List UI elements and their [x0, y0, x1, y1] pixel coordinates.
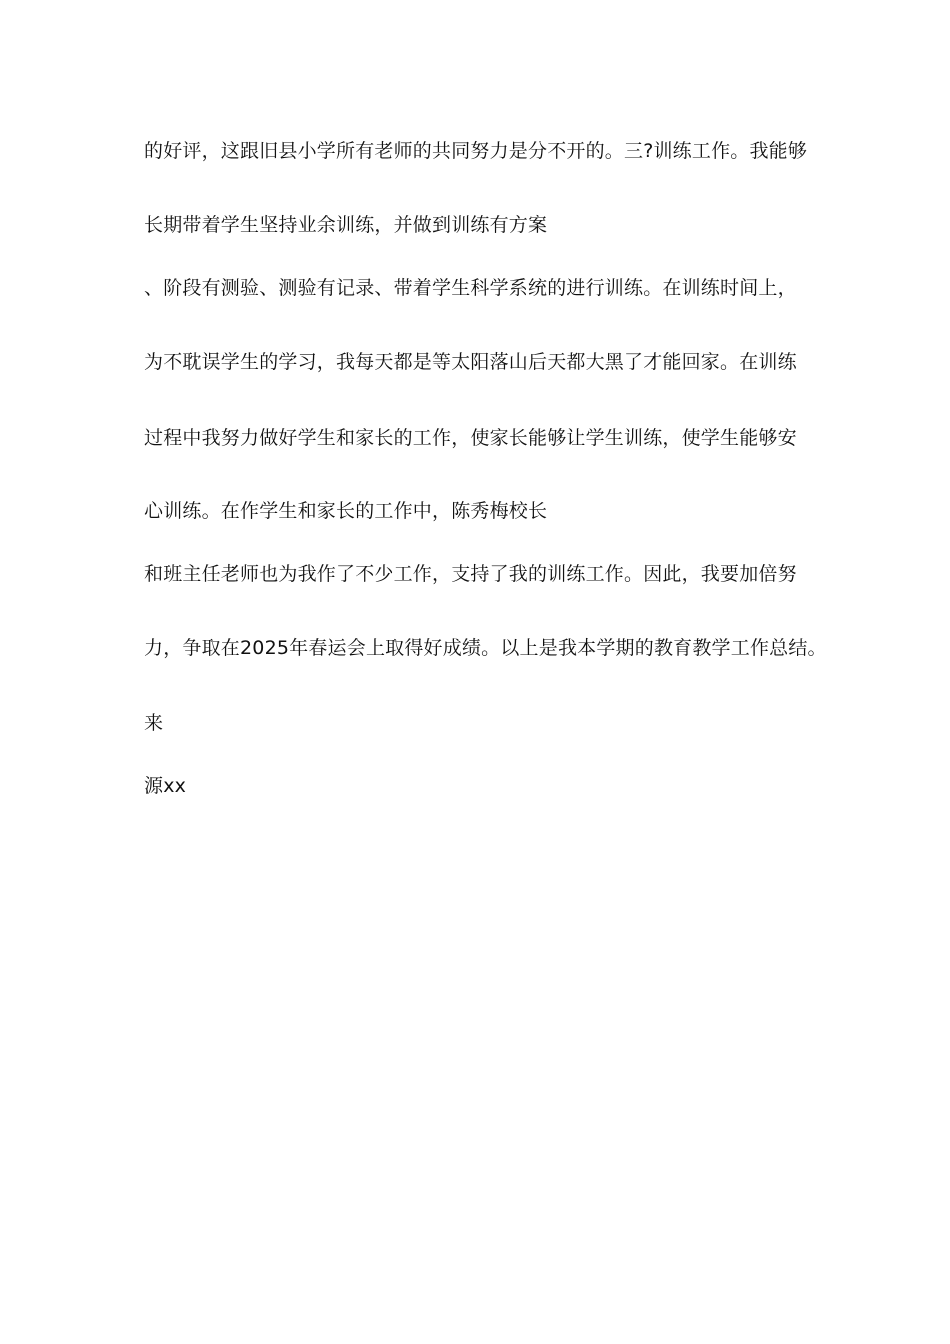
paragraph-line: 长期带着学生坚持业余训练，并做到训练有方案 [144, 214, 548, 236]
source-label-line: 来 [144, 712, 164, 734]
paragraph-line: 为不耽误学生的学习，我每天都是等太阳落山后天都大黑了才能回家。在训练 [144, 351, 797, 373]
paragraph-line: 、阶段有测验、测验有记录、带着学生科学系统的进行训练。在训练时间上， [144, 277, 797, 299]
paragraph-line: 的好评，这跟旧县小学所有老师的共同努力是分不开的。三?训练工作。我能够 [144, 140, 808, 162]
paragraph-line: 和班主任老师也为我作了不少工作，支持了我的训练工作。因此，我要加倍努 [144, 563, 797, 585]
paragraph-line: 心训练。在作学生和家长的工作中，陈秀梅校长 [144, 500, 548, 522]
paragraph-line: 力，争取在2025年春运会上取得好成绩。以上是我本学期的教育教学工作总结。 [144, 637, 827, 659]
source-value-line: 源xx [144, 775, 187, 797]
paragraph-line: 过程中我努力做好学生和家长的工作，使家长能够让学生训练，使学生能够安 [144, 427, 797, 449]
